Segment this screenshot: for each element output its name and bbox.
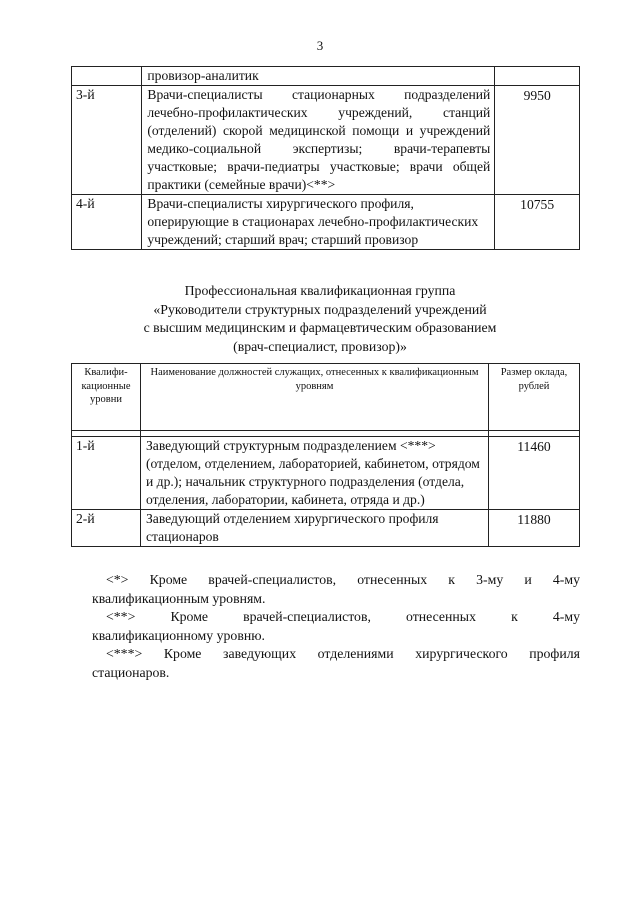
footnote-first-line: <***> Кроме заведующих отделениями хирургического профиля [106, 646, 580, 661]
salary-cell: 11880 [489, 510, 580, 547]
group-heading [0, 282, 640, 356]
level-cell [72, 67, 142, 86]
table-row [72, 86, 580, 195]
salary-cell: 10755 [495, 195, 580, 250]
group-heading-line: с высшим медицинским и фармацевтическим образованием [143, 320, 497, 335]
group-heading-line: (врач-специалист, провизор)» [233, 338, 407, 354]
level-cell: 3-й [72, 86, 142, 195]
table-row [72, 67, 580, 86]
page-number: 3 [316, 38, 324, 53]
salary-cell [495, 67, 580, 86]
level-cell: 4-й [72, 195, 142, 250]
footnote-first-line: <*> Кроме врачей-специалистов, отнесенных к 3-му и 4-му [106, 572, 580, 587]
salary-table-managers [71, 363, 580, 547]
footnote [92, 645, 580, 682]
table-row [72, 437, 580, 510]
footnote-continuation: квалификационному уровню. [92, 627, 265, 643]
positions-cell: Врачи-специалисты хирургического профиля, оперирующие в стационарах лечебно-профилактических учреждений; старший врач; старший провизор [142, 195, 495, 250]
level-cell: 1-й [72, 437, 141, 510]
footnote [92, 571, 580, 608]
table-row [72, 195, 580, 250]
salary-cell: 11460 [489, 437, 580, 510]
footnote-continuation: квалификационным уровням. [92, 590, 266, 606]
positions-cell: Заведующий отделением хирургического профиля стационаров [141, 510, 489, 547]
salary-cell: 9950 [495, 86, 580, 195]
positions-header: Наименование должностей служащих, отнесенных к квалификационным уровням [141, 364, 489, 431]
footnote-first-line: <**> Кроме врачей-специалистов, отнесенных к 4-му [106, 609, 580, 624]
positions-cell: Врачи-специалисты стационарных подразделений лечебно-профилактических учреждений, станций (отделений) скорой медицинской помощи и учреждений медико-социальной экспертизы; врачи-терапевты участковые; врачи-педиатры участковые; врачи общей практики (семейные врачи)<**> [142, 86, 495, 195]
level-header: Квалифи-кационные уровни [72, 364, 141, 431]
positions-cell: провизор-аналитик [142, 67, 495, 86]
level-cell: 2-й [72, 510, 141, 547]
table-header-row [72, 364, 580, 431]
footnote-continuation: стационаров. [92, 664, 170, 680]
footnote [92, 608, 580, 645]
group-heading-line: Профессиональная квалификационная группа [184, 283, 456, 298]
salary-header: Размер оклада, рублей [489, 364, 580, 431]
positions-cell: Заведующий структурным подразделением <***>(отделом, отделением, лабораторией, кабинетом, отрядом и др.); начальник структурного подразделения (отдела, отделения, лаборатории, кабинета, отряда и др.) [141, 437, 489, 510]
footnotes [92, 571, 580, 682]
group-heading-line: «Руководители структурных подразделений учреждений [153, 301, 487, 317]
table-row [72, 510, 580, 547]
salary-table-continued [71, 66, 580, 250]
